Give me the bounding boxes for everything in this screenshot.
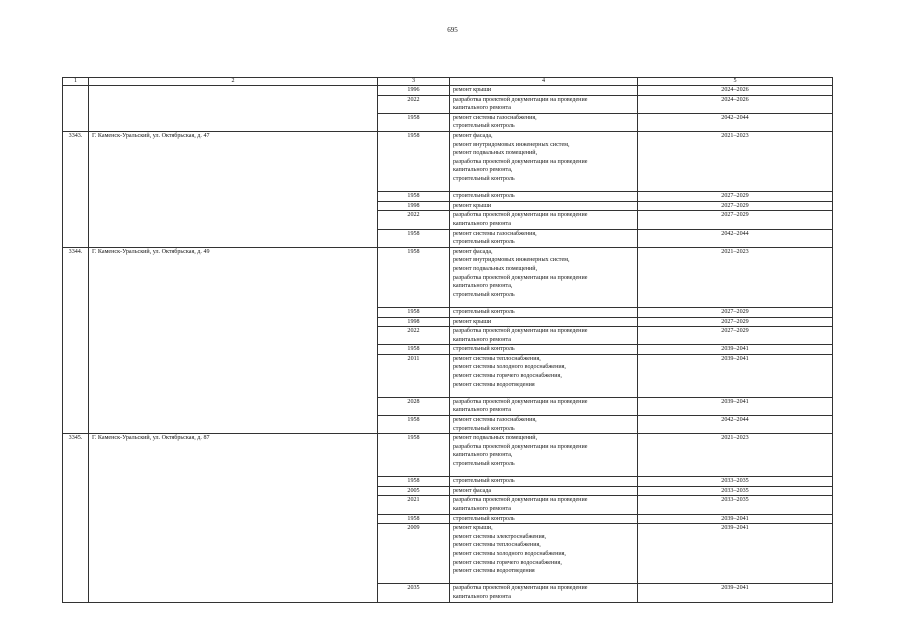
work-line: ремонт крыши, (453, 525, 493, 532)
construction-year: 1958 (378, 345, 450, 355)
planned-period: 2042–2044 (638, 229, 833, 247)
planned-period: 2027–2029 (638, 317, 833, 327)
work-description (450, 514, 638, 524)
work-line: строительный контроль (453, 291, 515, 298)
work-line: разработка проектной документации на проведение (453, 274, 588, 281)
work-line: ремонт фасада (453, 487, 492, 494)
work-line: ремонт фасада, (453, 132, 493, 139)
planned-period: 2027–2029 (638, 211, 833, 229)
work-description (450, 86, 638, 96)
construction-year: 2011 (378, 354, 450, 397)
construction-year: 1996 (378, 86, 450, 96)
work-line: разработка проектной документации на проведение (453, 398, 588, 405)
building-address: Г. Каменск-Уральский, ул. Октябрьская, д. 49 (89, 247, 378, 434)
construction-year: 1958 (378, 131, 450, 191)
column-header-year: 3 (378, 78, 450, 86)
planned-period: 2021–2023 (638, 247, 833, 307)
work-line: капитального ремонта (453, 105, 511, 112)
work-line: строительный контроль (453, 346, 515, 353)
work-line: ремонт системы холодного водоснабжения, (453, 364, 566, 371)
planned-period: 2033–2035 (638, 496, 833, 514)
work-line: разработка проектной документации на проведение (453, 96, 588, 103)
work-description (450, 201, 638, 211)
work-line: разработка проектной документации на проведение (453, 158, 588, 165)
work-line: строительный контроль (453, 461, 515, 468)
work-line: ремонт системы теплоснабжения, (453, 355, 541, 362)
construction-year: 1958 (378, 229, 450, 247)
work-line: ремонт крыши (453, 87, 492, 93)
planned-period: 2027–2029 (638, 201, 833, 211)
table-header-row (63, 78, 833, 86)
construction-year: 1958 (378, 434, 450, 477)
work-line: разработка проектной документации на проведение (453, 497, 588, 504)
construction-year: 2028 (378, 397, 450, 415)
work-line: ремонт системы теплоснабжения, (453, 542, 541, 549)
work-line: ремонт подвальных помещений, (453, 150, 538, 157)
building-address: Г. Каменск-Уральский, ул. Октябрьская, д. 47 (89, 131, 378, 247)
construction-year: 1958 (378, 416, 450, 434)
building-number: 3345. (63, 434, 89, 602)
work-line: капитального ремонта (453, 220, 511, 227)
work-line: строительный контроль (453, 425, 515, 432)
work-line: ремонт фасада, (453, 248, 493, 255)
work-description (450, 416, 638, 434)
work-description (450, 327, 638, 345)
table-row (63, 131, 833, 191)
work-line: ремонт внутридомовых инженерных систем, (453, 257, 570, 264)
work-line: строительный контроль (453, 515, 515, 522)
construction-year: 2005 (378, 486, 450, 496)
table-row (63, 434, 833, 477)
building-number (63, 86, 89, 132)
work-line: ремонт системы горячего водоснабжения, (453, 373, 562, 380)
planned-period: 2042–2044 (638, 113, 833, 131)
work-description (450, 477, 638, 487)
work-line: строительный контроль (453, 193, 515, 200)
work-description (450, 131, 638, 191)
construction-year: 2035 (378, 584, 450, 602)
work-line: разработка проектной документации на проведение (453, 585, 588, 592)
work-line: капитального ремонта, (453, 283, 513, 290)
work-line: ремонт крыши (453, 318, 492, 325)
construction-year: 1958 (378, 514, 450, 524)
work-description (450, 211, 638, 229)
planned-period: 2039–2041 (638, 514, 833, 524)
work-description (450, 192, 638, 202)
construction-year: 2021 (378, 496, 450, 514)
work-line: строительный контроль (453, 308, 515, 315)
table-row (63, 86, 833, 96)
work-description (450, 95, 638, 113)
planned-period: 2021–2023 (638, 131, 833, 191)
work-line: ремонт подвальных помещений, (453, 265, 538, 272)
construction-year: 2009 (378, 524, 450, 584)
work-description (450, 496, 638, 514)
work-description (450, 584, 638, 602)
work-line: ремонт системы водоотведения (453, 381, 535, 388)
work-line: строительный контроль (453, 478, 515, 485)
work-description (450, 434, 638, 477)
construction-year: 1958 (378, 307, 450, 317)
planned-period: 2033–2035 (638, 486, 833, 496)
work-line: капитального ремонта (453, 407, 511, 414)
planned-period: 2021–2023 (638, 434, 833, 477)
construction-year: 2022 (378, 95, 450, 113)
planned-period: 2027–2029 (638, 192, 833, 202)
building-address (89, 86, 378, 132)
planned-period: 2027–2029 (638, 327, 833, 345)
work-line: ремонт системы газоснабжения, (453, 230, 537, 237)
work-line: ремонт системы холодного водоснабжения, (453, 551, 566, 557)
column-header-period: 5 (638, 78, 833, 86)
work-line: ремонт системы горячего водоснабжения, (453, 559, 562, 566)
work-description (450, 345, 638, 355)
work-description (450, 247, 638, 307)
work-line: строительный контроль (453, 175, 515, 182)
construction-year: 1958 (378, 192, 450, 202)
column-header-works: 4 (450, 78, 638, 86)
table-row (63, 247, 833, 307)
work-line: ремонт системы газоснабжения, (453, 417, 537, 424)
planned-period: 2024–2026 (638, 86, 833, 96)
work-description (450, 524, 638, 584)
work-line: ремонт системы водоотведения (453, 568, 535, 575)
planned-period: 2024–2026 (638, 95, 833, 113)
planned-period: 2042–2044 (638, 416, 833, 434)
column-header-number: 1 (63, 78, 89, 86)
planned-period: 2039–2041 (638, 354, 833, 397)
column-header-address: 2 (89, 78, 378, 86)
construction-year: 1958 (378, 247, 450, 307)
construction-year: 2022 (378, 327, 450, 345)
planned-period: 2027–2029 (638, 307, 833, 317)
work-line: ремонт системы электроснабжения, (453, 533, 547, 540)
work-line: капитального ремонта, (453, 167, 513, 174)
work-line: ремонт системы газоснабжения, (453, 114, 537, 121)
repair-schedule-table (62, 77, 833, 603)
work-description (450, 229, 638, 247)
work-line: капитального ремонта (453, 506, 511, 513)
construction-year: 2022 (378, 211, 450, 229)
work-line: строительный контроль (453, 239, 515, 246)
work-description (450, 354, 638, 397)
work-line: разработка проектной документации на проведение (453, 328, 588, 335)
planned-period: 2039–2041 (638, 397, 833, 415)
work-description (450, 113, 638, 131)
page-number: 695 (447, 26, 458, 34)
construction-year: 1958 (378, 477, 450, 487)
building-number: 3343. (63, 131, 89, 247)
work-description (450, 486, 638, 496)
work-description (450, 397, 638, 415)
construction-year: 1998 (378, 317, 450, 327)
work-line: капитального ремонта (453, 336, 511, 343)
building-address: Г. Каменск-Уральский, ул. Октябрьская, д. 87 (89, 434, 378, 602)
work-description (450, 317, 638, 327)
work-line: капитального ремонта, (453, 452, 513, 459)
planned-period: 2039–2041 (638, 345, 833, 355)
work-line: разработка проектной документации на проведение (453, 443, 588, 450)
work-line: капитального ремонта (453, 594, 511, 600)
work-line: ремонт внутридомовых инженерных систем, (453, 141, 570, 148)
work-line: ремонт подвальных помещений, (453, 435, 538, 442)
work-line: строительный контроль (453, 123, 515, 130)
work-description (450, 307, 638, 317)
construction-year: 1998 (378, 201, 450, 211)
building-number: 3344. (63, 247, 89, 434)
planned-period: 2039–2041 (638, 584, 833, 602)
construction-year: 1958 (378, 113, 450, 131)
work-line: разработка проектной документации на проведение (453, 212, 588, 219)
work-line: ремонт крыши (453, 202, 492, 209)
planned-period: 2033–2035 (638, 477, 833, 487)
planned-period: 2039–2041 (638, 524, 833, 584)
